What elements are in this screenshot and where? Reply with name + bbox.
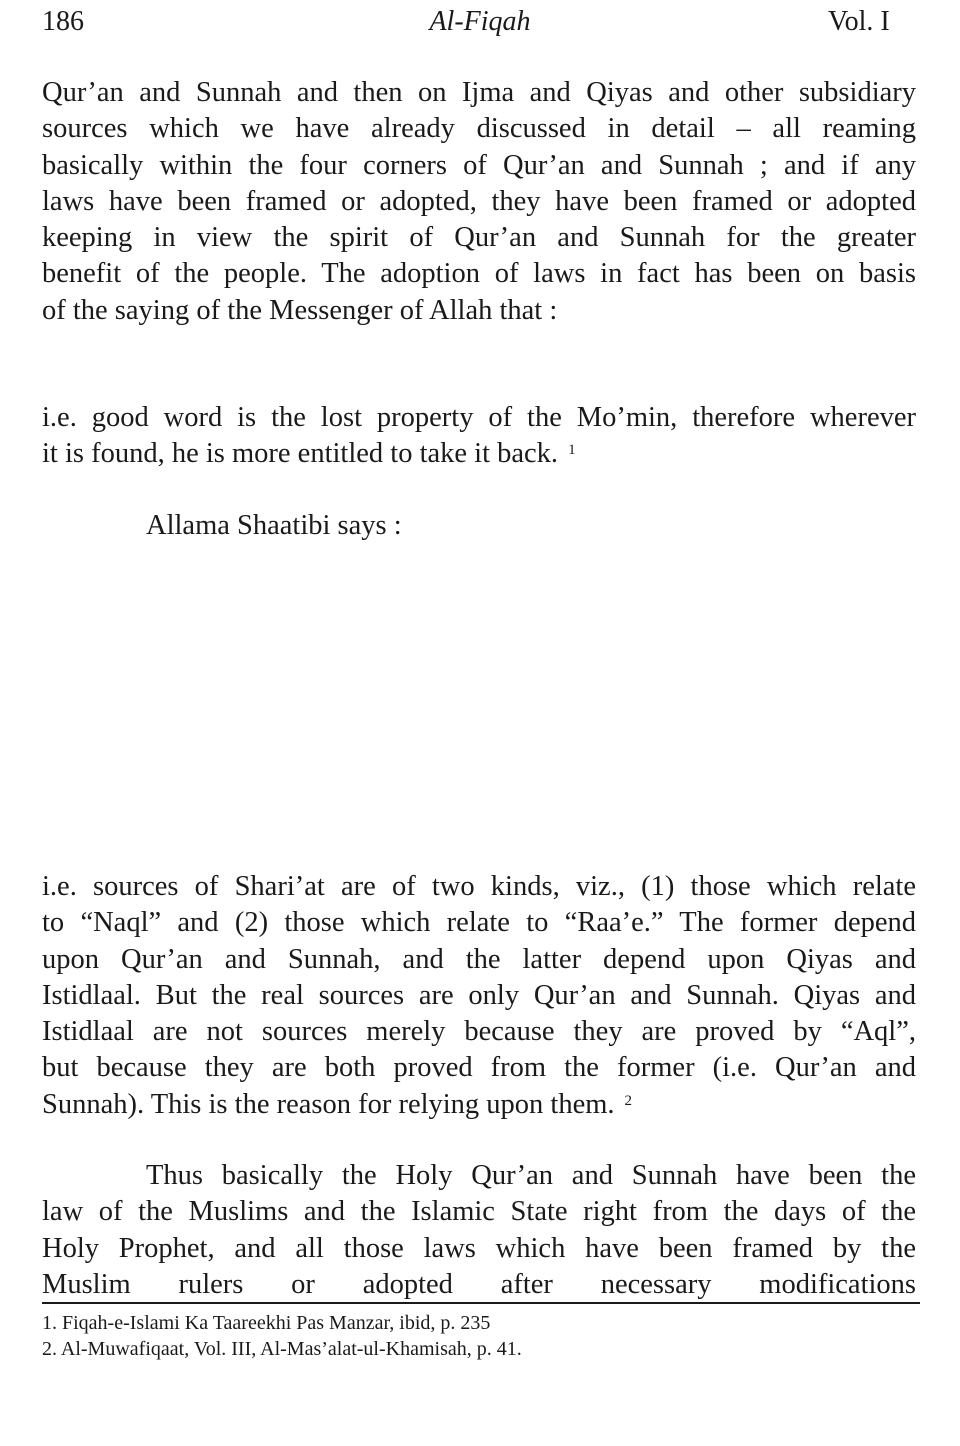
page-number: 186 — [42, 6, 84, 37]
paragraph-line: i.e. sources of Shari’at are of two kinds, viz., (1) those which relate — [42, 871, 916, 902]
paragraph-line-text: it is found, he is more entitled to take it back. — [42, 438, 559, 470]
paragraph-conclusion — [42, 1158, 916, 1303]
paragraph-line: Istidlaal. But the real sources are only Qur’an and Sunnah. Qiyas and — [42, 979, 916, 1011]
paragraph-line — [42, 1087, 916, 1123]
paragraph-line — [42, 436, 916, 472]
paragraph-line-text: Sunnah). This is the reason for relying upon them. — [42, 1088, 615, 1120]
paragraph-line: Thus basically the Holy Qur’an and Sunnah have been the — [146, 1160, 916, 1191]
paragraph-line: law of the Muslims and the Islamic State right from the days of the — [42, 1196, 916, 1228]
paragraph-line: Holy Prophet, and all those laws which have been framed by the — [42, 1232, 916, 1264]
paragraph-line: upon Qur’an and Sunnah, and the latter depend upon Qiyas and — [42, 943, 916, 975]
paragraph-shaatibi-intro — [42, 508, 916, 544]
paragraph-line: Istidlaal are not sources merely because they are proved by “Aql”, — [42, 1016, 916, 1048]
book-title: Al-Fiqah — [429, 6, 531, 37]
footnote-ref-2: 2 — [624, 1092, 633, 1109]
paragraph-line: laws have been framed or adopted, they have been framed or adopted — [42, 185, 916, 217]
volume-label: Vol. I — [828, 6, 890, 37]
paragraph-line: Qur’an and Sunnah and then on Ijma and Qiyas and other subsidiary — [42, 77, 916, 108]
page-header — [42, 2, 918, 42]
paragraph-line: i.e. good word is the lost property of the Mo’min, therefore wherever — [42, 402, 916, 433]
footnote-ref-1: 1 — [568, 442, 576, 459]
footnote-divider — [42, 1302, 920, 1304]
footnote-item: 2. Al-Muwafiqaat, Vol. III, Al-Mas’alat-ul-Khamisah, p. 41. — [42, 1338, 522, 1360]
paragraph-line: basically within the four corners of Qur’an and Sunnah ; and if any — [42, 149, 916, 181]
paragraph-intro — [42, 75, 916, 329]
paragraph-line: but because they are both proved from the former (i.e. Qur’an and — [42, 1052, 916, 1084]
paragraph-line: keeping in view the spirit of Qur’an and Sunnah for the greater — [42, 222, 916, 254]
paragraph-sources — [42, 869, 916, 1123]
paragraph-line: to “Naql” and (2) those which relate to “Raa’e.” The former depend — [42, 907, 916, 939]
paragraph-line: Muslim rulers or adopted after necessary modifications — [42, 1268, 916, 1300]
footnotes — [42, 1310, 920, 1362]
paragraph-line: sources which we have already discussed in detail – all reaming — [42, 113, 916, 145]
paragraph-line: Allama Shaatibi says : — [146, 510, 402, 541]
footnote-item: 1. Fiqah-e-Islami Ka Taareekhi Pas Manzar, ibid, p. 235 — [42, 1312, 491, 1334]
paragraph-hadith-translation — [42, 400, 916, 473]
paragraph-line: benefit of the people. The adoption of laws in fact has been on basis — [42, 258, 916, 290]
paragraph-line: of the saying of the Messenger of Allah that : — [42, 294, 558, 326]
